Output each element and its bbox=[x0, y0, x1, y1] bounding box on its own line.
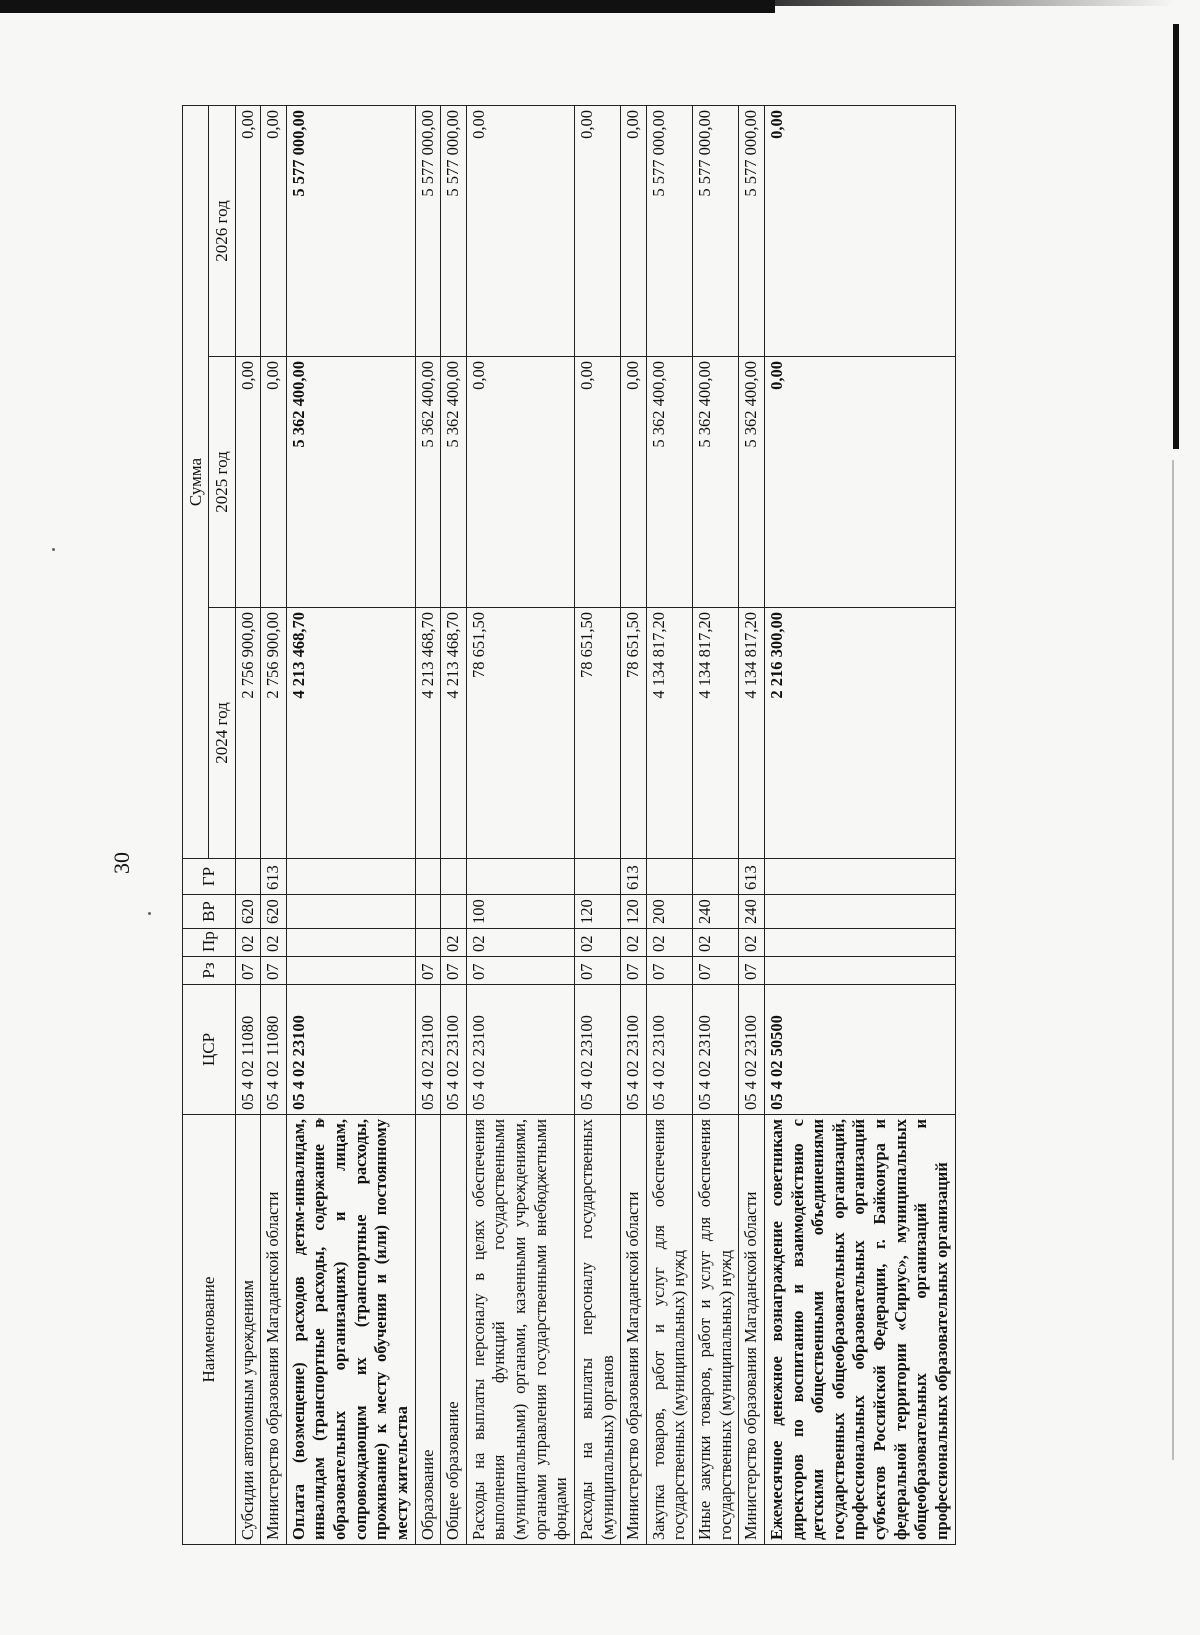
table-row bbox=[621, 106, 647, 1545]
header-sum: Сумма bbox=[183, 106, 209, 859]
table-row bbox=[441, 106, 467, 1545]
header-2026: 2026 год bbox=[209, 106, 235, 357]
cell-2026: 5 577 000,00 bbox=[739, 106, 765, 357]
cell-2026: 5 577 000,00 bbox=[415, 106, 441, 357]
scan-border-right bbox=[1173, 24, 1179, 449]
cell-2025: 0,00 bbox=[466, 357, 574, 608]
cell-gr: 613 bbox=[739, 859, 765, 895]
cell-2026: 5 577 000,00 bbox=[286, 106, 415, 357]
cell-name: Оплата (возмещение) расходов детям-инвалидам, инвалидам (транспортные расходы, содержание в образовательных организациях) и лицам, сопровождающим их (транспортные расходы, проживание) к месту обучения и (или) постоянному месту жительства bbox=[286, 1115, 415, 1545]
cell-2025: 5 362 400,00 bbox=[693, 357, 739, 608]
cell-rz: 07 bbox=[261, 957, 287, 985]
cell-2026: 5 577 000,00 bbox=[646, 106, 692, 357]
cell-name: Ежемесячное денежное вознаграждение советникам директоров по воспитанию и взаимодействию с детскими общественными объединениями государственных общеобразовательных организаций, профессиональных образовательных организаций субъектов Российской Федерации, г. Байконура и федеральной территории «Сириус», муниципальных общеобразовательных организаций и профессиональных образовательных организаций bbox=[764, 1115, 955, 1545]
scan-speck bbox=[52, 548, 55, 551]
cell-2024: 2 756 900,00 bbox=[261, 608, 287, 859]
cell-pr: 02 bbox=[739, 929, 765, 957]
header-rz: Рз bbox=[183, 957, 236, 985]
cell-pr: 02 bbox=[646, 929, 692, 957]
cell-rz: 07 bbox=[574, 957, 620, 985]
cell-vr: 620 bbox=[235, 895, 261, 929]
header-gr: ГР bbox=[183, 859, 236, 895]
table-row bbox=[466, 106, 574, 1545]
cell-vr bbox=[286, 895, 415, 929]
cell-csr: 05 4 02 50500 bbox=[764, 985, 955, 1115]
cell-2026: 0,00 bbox=[261, 106, 287, 357]
cell-vr: 240 bbox=[739, 895, 765, 929]
cell-rz: 07 bbox=[621, 957, 647, 985]
cell-2025: 5 362 400,00 bbox=[441, 357, 467, 608]
cell-2026: 5 577 000,00 bbox=[441, 106, 467, 357]
header-pr: Пр bbox=[183, 929, 236, 957]
cell-2025: 5 362 400,00 bbox=[286, 357, 415, 608]
cell-2024: 78 651,50 bbox=[621, 608, 647, 859]
cell-name: Субсидии автономным учреждениям bbox=[235, 1115, 261, 1545]
cell-gr bbox=[415, 859, 441, 895]
cell-pr: 02 bbox=[574, 929, 620, 957]
cell-2024: 2 756 900,00 bbox=[235, 608, 261, 859]
cell-pr: 02 bbox=[235, 929, 261, 957]
cell-vr bbox=[441, 895, 467, 929]
table-body bbox=[235, 106, 955, 1545]
cell-name: Министерство образования Магаданской области bbox=[621, 1115, 647, 1545]
cell-name: Иные закупки товаров, работ и услуг для обеспечения государственных (муниципальных) нужд bbox=[693, 1115, 739, 1545]
cell-vr bbox=[415, 895, 441, 929]
cell-2026: 5 577 000,00 bbox=[693, 106, 739, 357]
cell-gr bbox=[574, 859, 620, 895]
header-row bbox=[183, 106, 209, 1545]
cell-2026: 0,00 bbox=[621, 106, 647, 357]
cell-pr bbox=[415, 929, 441, 957]
cell-rz: 07 bbox=[739, 957, 765, 985]
cell-csr: 05 4 02 23100 bbox=[646, 985, 692, 1115]
cell-gr bbox=[693, 859, 739, 895]
cell-csr: 05 4 02 23100 bbox=[441, 985, 467, 1115]
cell-2025: 0,00 bbox=[574, 357, 620, 608]
cell-csr: 05 4 02 23100 bbox=[621, 985, 647, 1115]
rotated-page bbox=[182, 65, 951, 1545]
cell-name: Расходы на выплаты персоналу в целях обеспечения выполнения функций государственными (муниципальными) органами, казенными учреждениями, органами управления государственными внебюджетными фондами bbox=[466, 1115, 574, 1545]
cell-gr bbox=[646, 859, 692, 895]
cell-pr: 02 bbox=[441, 929, 467, 957]
cell-rz: 07 bbox=[693, 957, 739, 985]
cell-2024: 78 651,50 bbox=[466, 608, 574, 859]
header-name: Наименование bbox=[183, 1115, 236, 1545]
cell-csr: 05 4 02 23100 bbox=[739, 985, 765, 1115]
table-row bbox=[261, 106, 287, 1545]
cell-vr: 120 bbox=[621, 895, 647, 929]
table-row bbox=[764, 106, 955, 1545]
cell-vr bbox=[764, 895, 955, 929]
cell-2024: 4 213 468,70 bbox=[415, 608, 441, 859]
table-row bbox=[415, 106, 441, 1545]
cell-pr bbox=[764, 929, 955, 957]
budget-table bbox=[182, 105, 956, 1545]
cell-name: Министерство образования Магаданской области bbox=[739, 1115, 765, 1545]
cell-vr: 240 bbox=[693, 895, 739, 929]
cell-gr bbox=[466, 859, 574, 895]
cell-csr: 05 4 02 23100 bbox=[693, 985, 739, 1115]
cell-2024: 4 213 468,70 bbox=[441, 608, 467, 859]
cell-rz: 07 bbox=[441, 957, 467, 985]
header-vr: ВР bbox=[183, 895, 236, 929]
cell-gr bbox=[441, 859, 467, 895]
cell-rz bbox=[764, 957, 955, 985]
cell-name: Закупка товаров, работ и услуг для обеспечения государственных (муниципальных) нужд bbox=[646, 1115, 692, 1545]
page-number: 30 bbox=[109, 852, 134, 874]
cell-csr: 05 4 02 11080 bbox=[261, 985, 287, 1115]
cell-vr: 120 bbox=[574, 895, 620, 929]
cell-rz: 07 bbox=[235, 957, 261, 985]
cell-2025: 0,00 bbox=[235, 357, 261, 608]
cell-2024: 4 134 817,20 bbox=[646, 608, 692, 859]
cell-pr: 02 bbox=[621, 929, 647, 957]
cell-gr: 613 bbox=[621, 859, 647, 895]
cell-gr: 613 bbox=[261, 859, 287, 895]
cell-rz: 07 bbox=[466, 957, 574, 985]
cell-name: Министерство образования Магаданской области bbox=[261, 1115, 287, 1545]
cell-2025: 5 362 400,00 bbox=[415, 357, 441, 608]
cell-pr bbox=[286, 929, 415, 957]
cell-2025: 5 362 400,00 bbox=[739, 357, 765, 608]
scan-border-top bbox=[0, 0, 775, 13]
cell-pr: 02 bbox=[693, 929, 739, 957]
cell-vr: 200 bbox=[646, 895, 692, 929]
cell-csr: 05 4 02 23100 bbox=[286, 985, 415, 1115]
header-2025: 2025 год bbox=[209, 357, 235, 608]
cell-vr: 620 bbox=[261, 895, 287, 929]
cell-name: Расходы на выплаты персоналу государственных (муниципальных) органов bbox=[574, 1115, 620, 1545]
cell-2024: 78 651,50 bbox=[574, 608, 620, 859]
cell-csr: 05 4 02 23100 bbox=[574, 985, 620, 1115]
table-row bbox=[739, 106, 765, 1545]
table-row bbox=[235, 106, 261, 1545]
cell-pr: 02 bbox=[261, 929, 287, 957]
cell-name: Образование bbox=[415, 1115, 441, 1545]
table-row bbox=[574, 106, 620, 1545]
cell-gr bbox=[286, 859, 415, 895]
cell-rz: 07 bbox=[415, 957, 441, 985]
header-2024: 2024 год bbox=[209, 608, 235, 859]
table-row bbox=[286, 106, 415, 1545]
cell-rz: 07 bbox=[646, 957, 692, 985]
cell-2024: 4 134 817,20 bbox=[693, 608, 739, 859]
cell-vr: 100 bbox=[466, 895, 574, 929]
cell-2026: 0,00 bbox=[574, 106, 620, 357]
cell-gr bbox=[235, 859, 261, 895]
scan-edge-line bbox=[1172, 460, 1174, 1460]
cell-2026: 0,00 bbox=[466, 106, 574, 357]
cell-2025: 0,00 bbox=[261, 357, 287, 608]
cell-2025: 0,00 bbox=[764, 357, 955, 608]
cell-csr: 05 4 02 23100 bbox=[415, 985, 441, 1115]
cell-2026: 0,00 bbox=[764, 106, 955, 357]
table-row bbox=[693, 106, 739, 1545]
cell-2025: 5 362 400,00 bbox=[646, 357, 692, 608]
table-row bbox=[646, 106, 692, 1545]
scan-speck bbox=[148, 912, 151, 915]
cell-2024: 2 216 300,00 bbox=[764, 608, 955, 859]
cell-name: Общее образование bbox=[441, 1115, 467, 1545]
cell-2026: 0,00 bbox=[235, 106, 261, 357]
cell-2025: 0,00 bbox=[621, 357, 647, 608]
cell-csr: 05 4 02 23100 bbox=[466, 985, 574, 1115]
cell-2024: 4 134 817,20 bbox=[739, 608, 765, 859]
header-csr: ЦСР bbox=[183, 985, 236, 1115]
cell-2024: 4 213 468,70 bbox=[286, 608, 415, 859]
cell-gr bbox=[764, 859, 955, 895]
cell-pr: 02 bbox=[466, 929, 574, 957]
cell-csr: 05 4 02 11080 bbox=[235, 985, 261, 1115]
cell-rz bbox=[286, 957, 415, 985]
